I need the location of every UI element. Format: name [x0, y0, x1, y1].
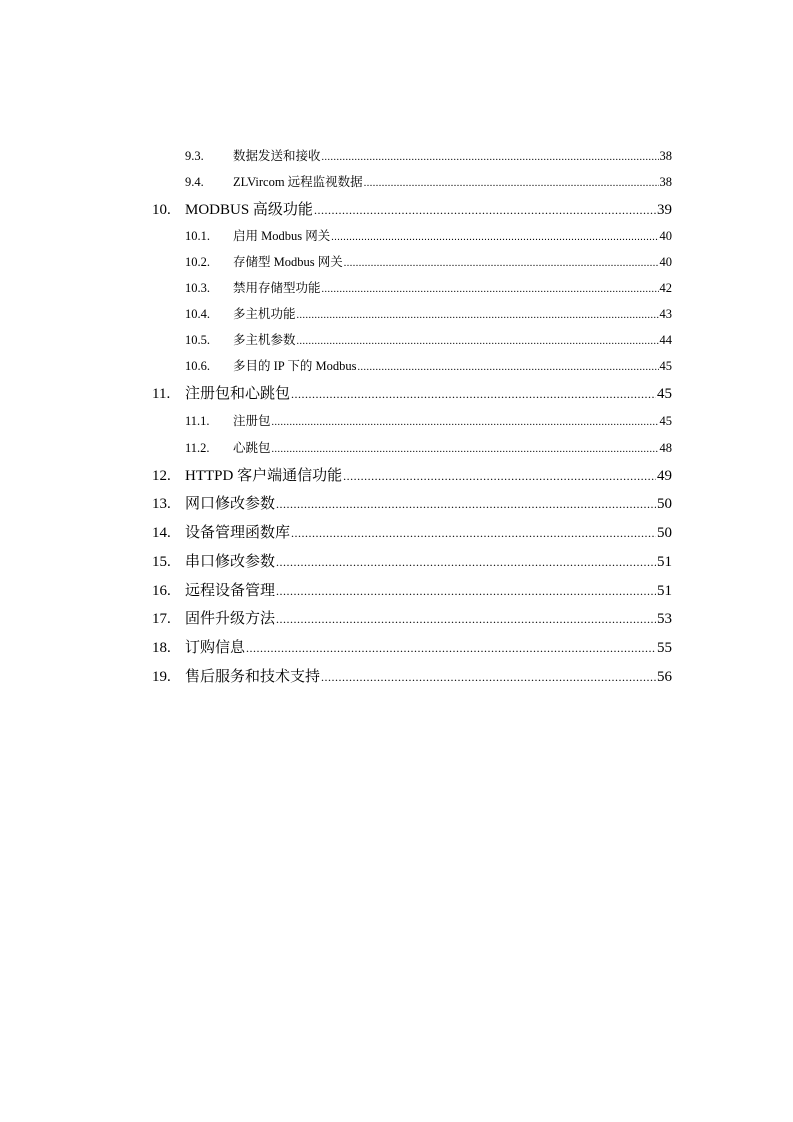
toc-entry-number: 10.4.	[185, 307, 210, 321]
toc-entry-number: 10.	[152, 202, 171, 218]
toc-entry-number: 10.2.	[185, 255, 210, 269]
toc-entry-title: 售后服务和技术支持	[185, 669, 321, 685]
toc-entry-title: 设备管理函数库	[185, 525, 291, 541]
toc-entry-title-text: MODBUS 高级功能	[185, 202, 313, 218]
toc-entry-17[interactable]	[152, 607, 672, 628]
toc-dot-leader	[343, 469, 656, 484]
toc-entry-10[interactable]	[152, 198, 672, 219]
toc-dot-leader	[364, 178, 659, 189]
toc-dot-leader	[358, 362, 659, 373]
toc-entry-title: 注册包	[233, 414, 271, 428]
toc-entry-title: 启用 Modbus 网关	[233, 229, 331, 243]
toc-entry-number: 17.	[152, 611, 171, 627]
toc-entry-page: 45	[657, 386, 672, 402]
toc-entry-9-3[interactable]	[185, 146, 672, 164]
toc-entry-title: 网口修改参数	[185, 496, 276, 512]
toc-entry-page: 48	[659, 441, 672, 455]
toc-entry-page: 50	[657, 496, 672, 512]
toc-entry-16[interactable]	[152, 579, 672, 600]
toc-dot-leader	[276, 555, 656, 570]
toc-entry-14[interactable]	[152, 521, 672, 542]
toc-dot-leader	[276, 497, 656, 512]
toc-entry-number: 10.3.	[185, 281, 210, 295]
toc-entry-page: 49	[657, 468, 672, 484]
toc-entry-number: 13.	[152, 496, 171, 512]
toc-entry-page: 56	[657, 669, 672, 685]
toc-entry-18[interactable]	[152, 636, 672, 657]
toc-entry-number: 10.6.	[185, 359, 210, 373]
toc-entry-page: 55	[657, 640, 672, 656]
toc-entry-number: 19.	[152, 669, 171, 685]
toc-entry-13[interactable]	[152, 492, 672, 513]
toc-entry-page: 39	[657, 202, 672, 218]
toc-entry-11-1[interactable]	[185, 411, 672, 429]
toc-entry-19[interactable]	[152, 665, 672, 686]
toc-dot-leader	[297, 336, 659, 347]
toc-entry-title: 远程设备管理	[185, 583, 276, 599]
toc-dot-leader	[331, 232, 658, 243]
toc-entry-title: 多主机参数	[233, 333, 296, 347]
toc-entry-title: 多主机功能	[233, 307, 296, 321]
toc-entry-number: 9.4.	[185, 175, 204, 189]
toc-entry-title: 订购信息	[185, 640, 246, 656]
toc-dot-leader	[276, 612, 656, 627]
toc-entry-page: 50	[657, 525, 672, 541]
toc-dot-leader	[297, 310, 659, 321]
toc-dot-leader	[291, 387, 656, 402]
toc-dot-leader	[344, 258, 659, 269]
toc-entry-10-4[interactable]	[185, 304, 672, 322]
toc-entry-title	[185, 198, 313, 219]
toc-entry-title: 固件升级方法	[185, 611, 276, 627]
toc-dot-leader	[272, 417, 659, 428]
toc-entry-10-1[interactable]	[185, 226, 672, 244]
toc-entry-page: 42	[659, 281, 672, 295]
toc-entry-number: 12.	[152, 468, 171, 484]
toc-entry-title: 心跳包	[233, 441, 271, 455]
toc-dot-leader	[322, 284, 659, 295]
toc-entry-title: 存储型 Modbus 网关	[233, 255, 343, 269]
toc-entry-number: 9.3.	[185, 149, 204, 163]
toc-entry-number: 16.	[152, 583, 171, 599]
toc-entry-15[interactable]	[152, 550, 672, 571]
toc-entry-page: 38	[659, 149, 672, 163]
toc-entry-12[interactable]	[152, 464, 672, 485]
toc-entry-title: 串口修改参数	[185, 554, 276, 570]
toc-entry-11[interactable]	[152, 382, 672, 403]
toc-entry-title: HTTPD 客户端通信功能	[185, 468, 343, 484]
toc-dot-leader	[272, 444, 659, 455]
toc-entry-number: 11.	[152, 386, 171, 402]
toc-entry-10-3[interactable]	[185, 278, 672, 296]
toc-entry-number: 11.1.	[185, 414, 210, 428]
toc-entry-title: 禁用存储型功能	[233, 281, 321, 295]
toc-entry-page: 53	[657, 611, 672, 627]
toc-dot-leader	[321, 670, 656, 685]
toc-entry-page: 43	[659, 307, 672, 321]
toc-entry-title: ZLVircom 远程监视数据	[233, 175, 363, 189]
toc-entry-10-5[interactable]	[185, 330, 672, 348]
toc-dot-leader	[322, 152, 659, 163]
toc-entry-page: 40	[659, 229, 672, 243]
toc-entry-number: 10.5.	[185, 333, 210, 347]
toc-entry-page: 44	[659, 333, 672, 347]
toc-entry-9-4[interactable]	[185, 172, 672, 190]
toc-entry-title: 注册包和心跳包	[185, 386, 291, 402]
toc-entry-11-2[interactable]	[185, 438, 672, 456]
toc-entry-page: 38	[659, 175, 672, 189]
toc-entry-title: 数据发送和接收	[233, 149, 321, 163]
toc-entry-page: 51	[657, 583, 672, 599]
toc-dot-leader	[291, 526, 656, 541]
toc-entry-number: 10.1.	[185, 229, 210, 243]
toc-entry-page: 51	[657, 554, 672, 570]
toc-entry-10-2[interactable]	[185, 252, 672, 270]
toc-entry-title: 多目的 IP 下的 Modbus	[233, 359, 357, 373]
toc-entry-number: 18.	[152, 640, 171, 656]
toc-entry-number: 14.	[152, 525, 171, 541]
toc-entry-number: 15.	[152, 554, 171, 570]
toc-dot-leader	[314, 203, 656, 218]
toc-entry-page: 45	[659, 359, 672, 373]
toc-entry-page: 40	[659, 255, 672, 269]
toc-dot-leader	[276, 584, 656, 599]
toc-entry-number: 11.2.	[185, 441, 210, 455]
toc-dot-leader	[246, 641, 656, 656]
toc-entry-10-6[interactable]	[185, 356, 672, 374]
toc-entry-page: 45	[659, 414, 672, 428]
